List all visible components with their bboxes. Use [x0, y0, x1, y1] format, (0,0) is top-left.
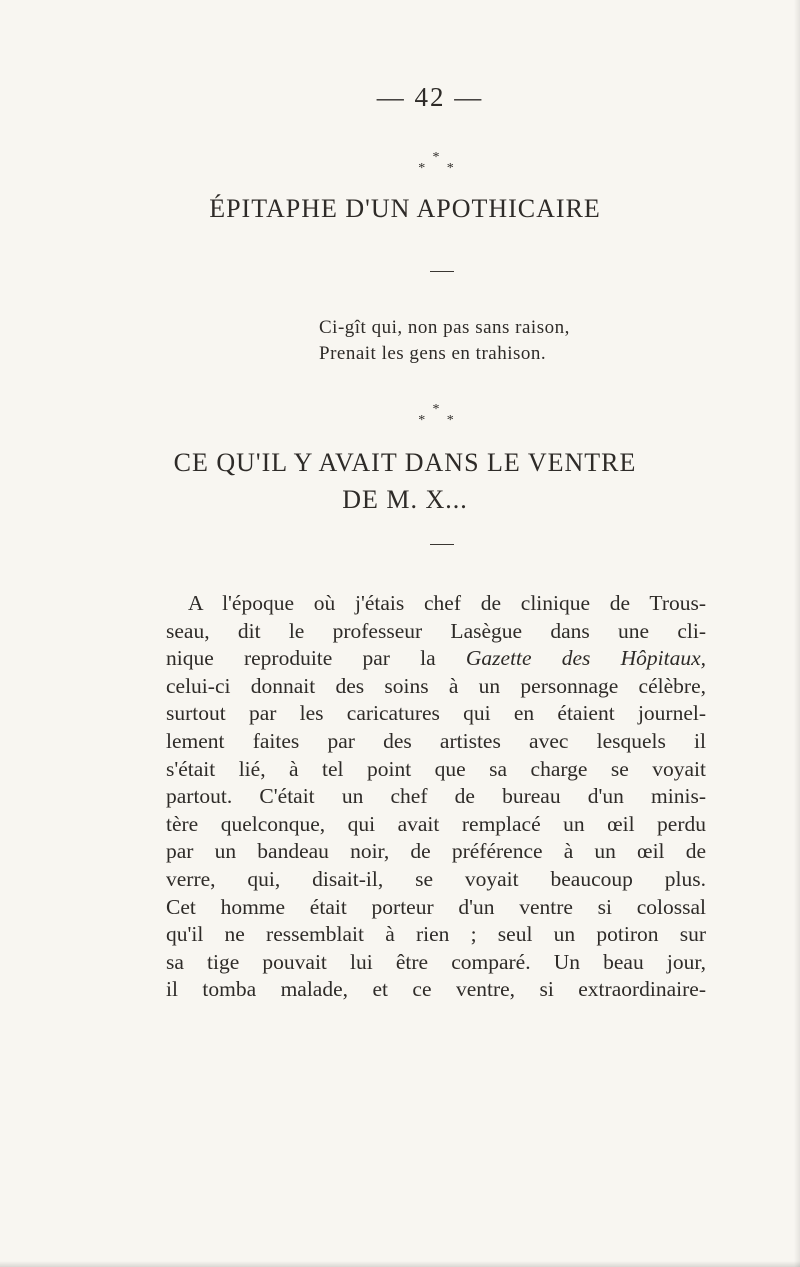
divider-rule — [430, 271, 454, 272]
section-title-epitaphe: ÉPITAPHE D'UN APOTHICAIRE — [209, 194, 601, 223]
page-bottom-shadow — [0, 1261, 800, 1267]
asterism-ornament: * * * — [418, 402, 463, 428]
page-number: — 42 — — [376, 82, 484, 112]
asterism-ornament: * * * — [418, 150, 463, 176]
body-paragraph — [166, 590, 706, 1004]
divider-rule — [430, 544, 454, 545]
text-line: lement faites par des artistes avec lesquels il — [166, 728, 706, 753]
text-line: il tomba malade, et ce ventre, si extraordinaire- — [166, 977, 706, 1002]
section-title-ventre-line2: DE M. X... — [342, 485, 468, 514]
italic-title: Gazette des Hôpitaux, — [465, 646, 707, 671]
text-line: celui-ci donnait des soins à un personnage célèbre, — [166, 673, 706, 698]
text-line: verre, qui, disait-il, se voyait beaucoup plus. — [166, 866, 706, 891]
verse-line: Ci-gît qui, non pas sans raison, — [319, 317, 570, 338]
text-line: Cet homme était porteur d'un ventre si colossal — [166, 894, 706, 919]
text-line: par un bandeau noir, de préférence à un œil de — [166, 839, 706, 864]
verse-line: Prenait les gens en trahison. — [319, 343, 547, 364]
text-line: surtout par les caricatures qui en étaient journel- — [166, 701, 706, 726]
epitaph-verse — [319, 315, 570, 367]
text-line: qu'il ne ressemblait à rien ; seul un potiron sur — [166, 922, 706, 947]
section-title-ventre-line1: CE QU'IL Y AVAIT DANS LE VENTRE — [173, 448, 637, 477]
text-line: s'était lié, à tel point que sa charge se voyait — [166, 756, 706, 781]
text-line: partout. C'était un chef de bureau d'un minis- — [166, 784, 706, 809]
text-line: tère quelconque, qui avait remplacé un œil perdu — [166, 811, 706, 836]
text-line: nique reproduite par la Gazette des Hôpitaux, — [166, 646, 707, 671]
page-edge-shadow — [794, 0, 800, 1267]
text-line: sa tige pouvait lui être comparé. Un beau jour, — [166, 949, 706, 974]
text-line: seau, dit le professeur Lasègue dans une cli- — [166, 618, 706, 643]
text-line: A l'époque où j'étais chef de clinique de Trous- — [188, 591, 706, 615]
